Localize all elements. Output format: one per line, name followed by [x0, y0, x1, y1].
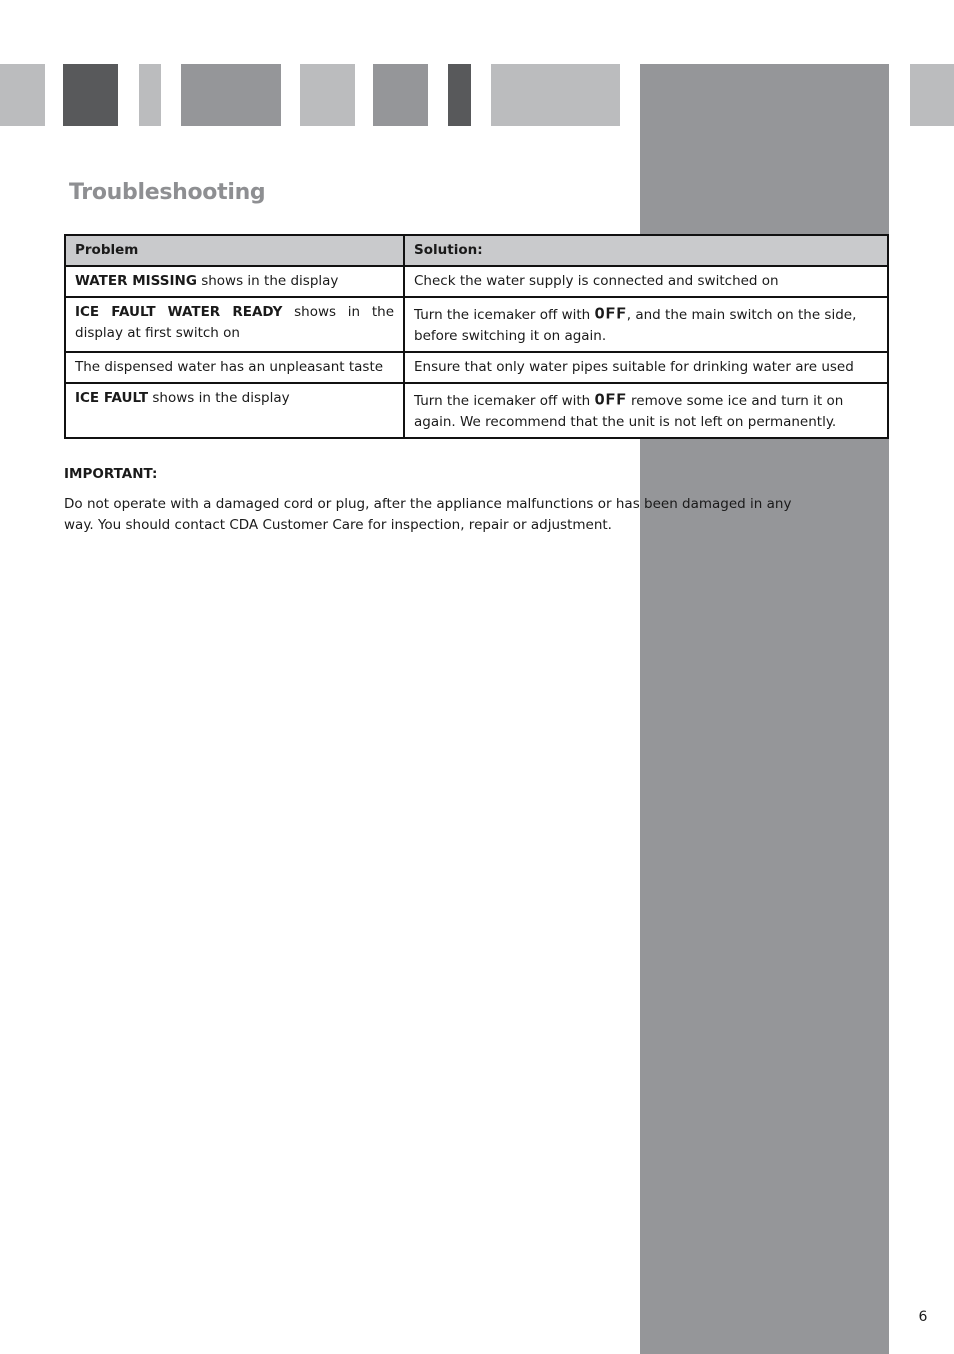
problem-cell: [65, 266, 404, 297]
table-row: [65, 352, 888, 383]
header-block-2: [63, 64, 118, 126]
solution-cell: Ensure that only water pipes suitable for drinking water are used: [404, 352, 888, 383]
problem-cell: [65, 383, 404, 438]
solution-column-header: Solution:: [404, 235, 888, 266]
table-header-row: [65, 235, 888, 266]
problem-column-header: Problem: [65, 235, 404, 266]
off-display-glyph: OFF: [594, 391, 627, 410]
solution-text-before: Turn the icemaker off with: [414, 393, 595, 409]
problem-cell: [65, 297, 404, 352]
problem-text: shows in the display at first switch on: [75, 304, 394, 341]
header-block-9: [910, 64, 954, 126]
solution-cell: [404, 383, 888, 438]
problem-text: shows in the display: [148, 390, 290, 406]
table-row: [65, 383, 888, 438]
header-block-3: [139, 64, 161, 126]
header-block-8: [491, 64, 620, 126]
problem-display-message: ICE FAULT WATER READY: [75, 304, 283, 320]
troubleshooting-table: [64, 234, 889, 439]
important-text: Do not operate with a damaged cord or plug, after the appliance malfunctions or has been damaged in any way. You should contact CDA Customer Care for inspection, repair or adjustment.: [64, 496, 792, 533]
problem-display-message: ICE FAULT: [75, 390, 149, 406]
solution-text-before: Turn the icemaker off with: [414, 307, 595, 323]
solution-cell: Check the water supply is connected and switched on: [404, 266, 888, 297]
problem-text: shows in the display: [196, 273, 339, 289]
page-number: 6: [918, 1309, 928, 1325]
problem-text: The dispensed water has an unpleasant taste: [75, 359, 384, 375]
problem-display-message: WATER MISSING: [75, 273, 197, 289]
header-block-4: [181, 64, 281, 126]
header-block-7: [448, 64, 471, 126]
header-block-5: [300, 64, 355, 126]
solution-text-after: , and the main switch on the side, before switching it on again.: [414, 307, 857, 344]
table-row: [65, 266, 888, 297]
page-title: Troubleshooting: [69, 180, 266, 205]
header-block-6: [373, 64, 428, 126]
off-display-glyph: OFF: [594, 305, 627, 324]
problem-cell: [65, 352, 404, 383]
table-row: [65, 297, 888, 352]
solution-text-after: remove some ice and turn it on again. We recommend that the unit is not left on permanently.: [414, 393, 844, 430]
important-heading: IMPORTANT:: [64, 466, 158, 482]
solution-cell: [404, 297, 888, 352]
header-block-1: [0, 64, 45, 126]
